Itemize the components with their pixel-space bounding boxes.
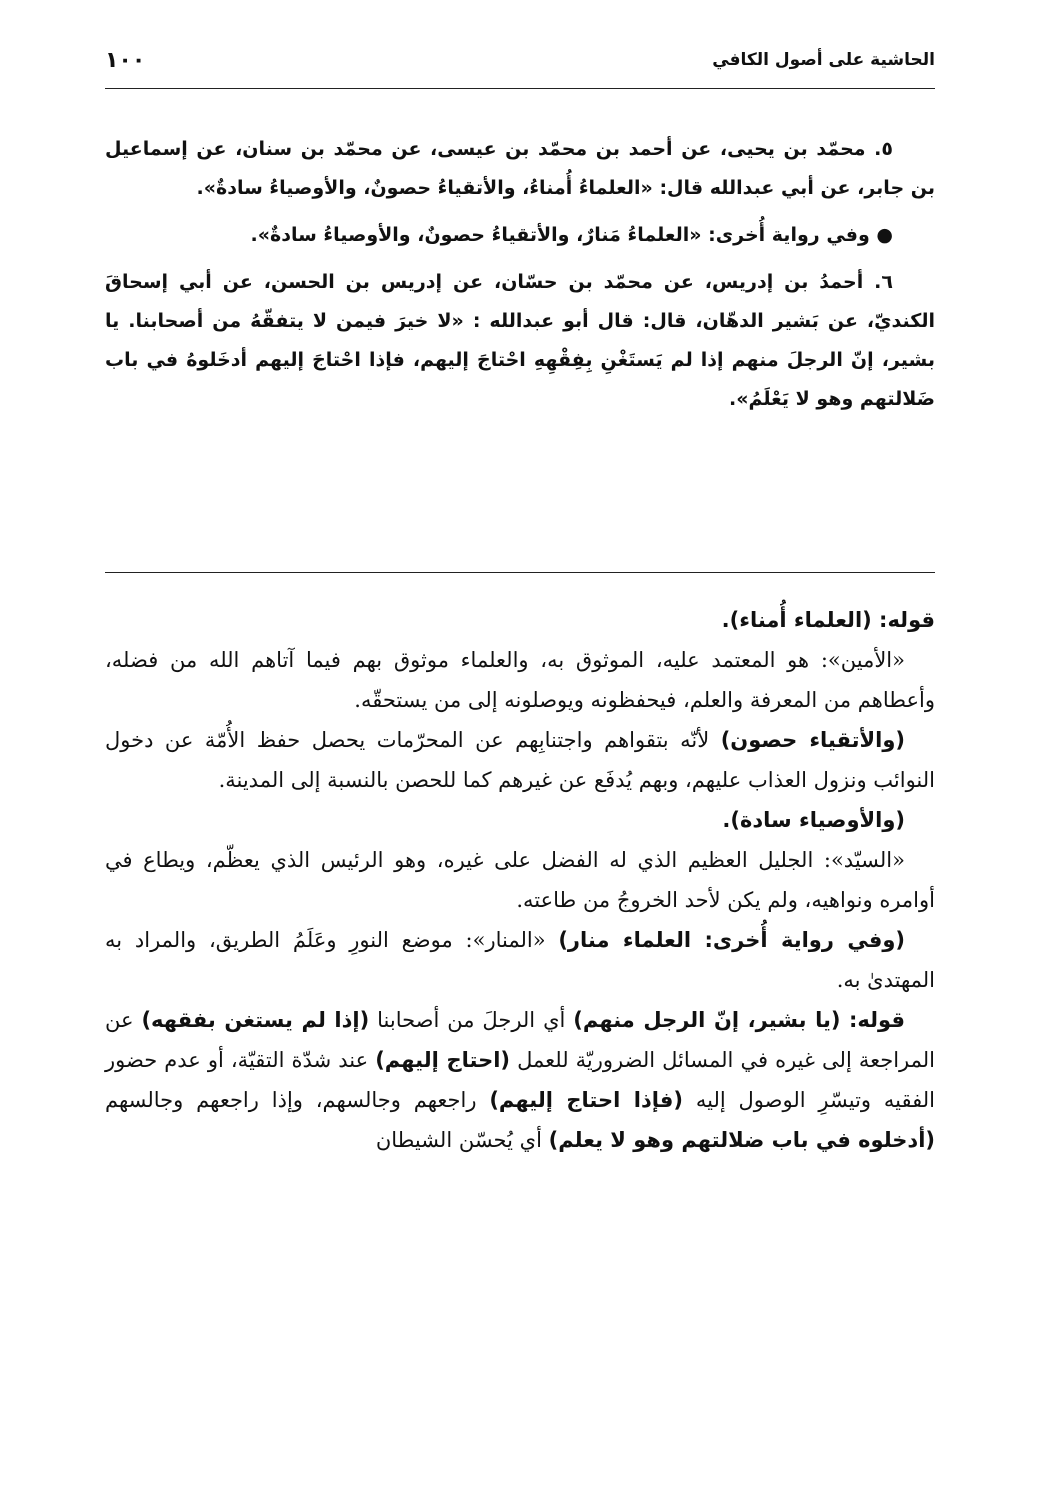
commentary-label-4: (وفي رواية أُخرى: العلماء منار) [558,928,905,952]
commentary-paragraph-1: «الأمين»: هو المعتمد عليه، الموثوق به، والعلماء موثوق بهم فيما آتاهم الله من فضله، وأعطاهم من المعرفة والعلم، فيحفظونه ويوصلونه إلى من يستحقّه. [105,648,935,712]
commentary-heading-1: قوله: (العلماء أُمناء). [721,608,935,632]
footnote-divider [105,572,935,573]
commentary-paragraph-5: قوله: (يا بشير، إنّ الرجل منهم) أي الرجلَ من أصحابنا (إذا لم يستغن بفقهه) عن المراجعة إلى غيره في المسائل الضروريّة للعمل (احتاج إليهم) عند شدّة التقيّة، أو عدم حضور الفقيه وتيسّرِ الوصول إليه (فإذا احتاج إليهم) راجعهم وجالسهم، وإذا راجعهم وجالسهم (أدخلوه في باب ضلالتهم وهو لا يعلم) أي يُحسّن الشيطان [105,1008,936,1152]
commentary-paragraph-4: (وفي رواية أُخرى: العلماء منار) «المنار»: موضع النورِ وعَلَمُ الطريق، والمراد به المهتدىٰ به. [105,928,935,992]
commentary-label-2: (والأتقياء حصون) [720,728,905,752]
hadith-5-variant: ● وفي رواية أُخرى: «العلماءُ مَنارٌ، والأتقياءُ حصونٌ، والأوصياءُ سادةٌ». [250,224,893,246]
hadith-6: ٦. أحمدُ بن إدريس، عن محمّد بن حسّان، عن إدريس بن الحسن، عن أبي إسحاقَ الكنديّ، عن بَشير الدهّان، قال: قال أبو عبدالله : «لا خيرَ فيمن لا يتفقّهُ من أصحابنا. يا بشير، إنّ الرجلَ منهم إذا لم يَستَغْنِ بِفِقْهِهِ احْتاجَ إليهم، فإذا احْتاجَ إليهم أدخَلوهُ في باب ضَلالتهم وهو لا يَعْلَمُ». [105,271,935,410]
commentary-paragraph-2: (والأتقياء حصون) لأنّه بتقواهم واجتنابِهم عن المحرّمات يحصل حفظ الأُمّة عن دخول النوائب ونزول العذاب عليهم، وبهم يُدفَع عن غيرهم كما للحصن بالنسبة إلى المدينة. [105,728,935,792]
page-header [105,38,935,89]
commentary-heading-3: (والأوصياء سادة). [722,808,905,832]
page-number: ١٠٠ [105,48,146,73]
hadith-5: ٥. محمّد بن يحيى، عن أحمد بن محمّد بن عيسى، عن محمّد بن سنان، عن إسماعيل بن جابر، عن أبي عبدالله قال: «العلماءُ أُمناءُ، والأتقياءُ حصونٌ، والأوصياءُ سادةٌ». [105,138,935,199]
hadith-text [105,130,935,419]
commentary-text [105,600,935,1160]
commentary-paragraph-3: «السيّد»: الجليل العظيم الذي له الفضل على غيره، وهو الرئيس الذي يعظّم، ويطاع في أوامره ونواهيه، ولم يكن لأحد الخروجُ من طاعته. [105,848,935,912]
running-title: الحاشية على أصول الكافي [712,50,935,70]
